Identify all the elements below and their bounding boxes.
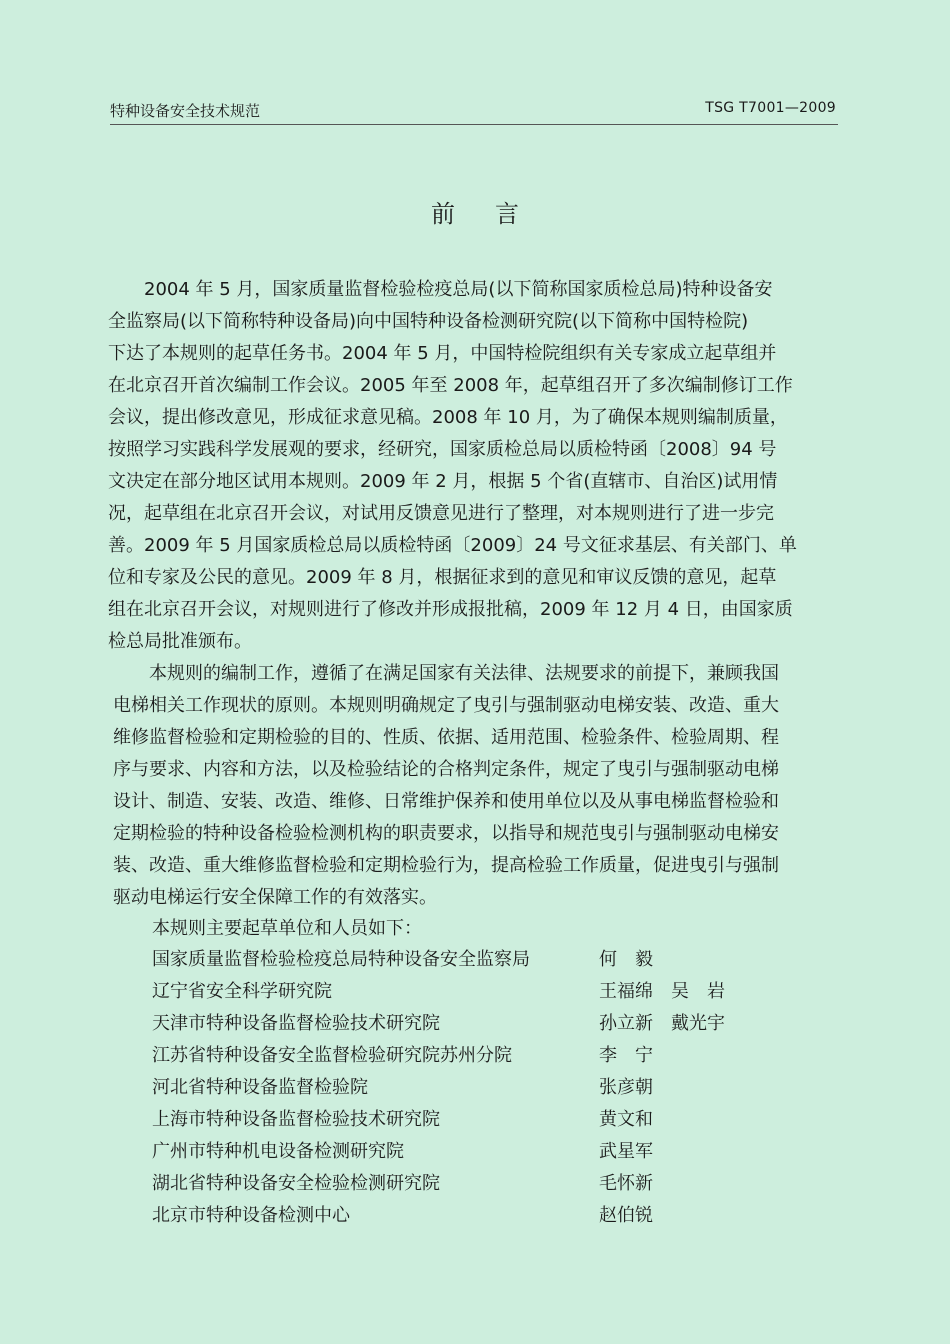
list-item — [152, 1136, 802, 1168]
unit-name: 江苏省特种设备安全监督检验研究院苏州分院 — [152, 1045, 512, 1066]
text-line: 会议，提出修改意见，形成征求意见稿。2008 年 10 月，为了确保本规则编制质量， — [108, 407, 788, 428]
unit-people: 武星军 — [599, 1141, 653, 1162]
text-line: 按照学习实践科学发展观的要求，经研究，国家质检总局以质检特函〔2008〕94 号 — [108, 439, 777, 460]
page-header — [110, 98, 838, 125]
text-line: 2004 年 5 月，国家质量监督检验检疫总局(以下简称国家质检总局)特种设备安 — [108, 279, 773, 300]
text-line: 位和专家及公民的意见。2009 年 8 月，根据征求到的意见和审议反馈的意见，起草 — [108, 567, 777, 588]
text-line: 文决定在部分地区试用本规则。2009 年 2 月，根据 5 个省(直辖市、自治区)试用情 — [108, 471, 778, 492]
text-line: 况，起草组在北京召开会议，对试用反馈意见进行了整理，对本规则进行了进一步完 — [108, 503, 774, 524]
text-line: 装、改造、重大维修监督检验和定期检验行为，提高检验工作质量，促进曳引与强制 — [113, 855, 779, 876]
unit-people: 毛怀新 — [599, 1173, 653, 1194]
unit-people: 王福绵 吴 岩 — [599, 981, 725, 1002]
unit-name: 广州市特种机电设备检测研究院 — [152, 1141, 404, 1162]
unit-name: 天津市特种设备监督检验技术研究院 — [152, 1013, 440, 1034]
drafting-units-intro: 本规则主要起草单位和人员如下： — [152, 918, 422, 939]
list-item — [152, 1200, 802, 1232]
text-line: 组在北京召开会议，对规则进行了修改并形成报批稿，2009 年 12 月 4 日，由国家质 — [108, 599, 793, 620]
text-line: 善。2009 年 5 月国家质检总局以质检特函〔2009〕24 号文征求基层、有关部门、单 — [108, 535, 797, 556]
unit-name: 北京市特种设备检测中心 — [152, 1205, 350, 1226]
unit-people: 赵伯锐 — [599, 1205, 653, 1226]
list-item — [152, 1008, 802, 1040]
text-line: 下达了本规则的起草任务书。2004 年 5 月，中国特检院组织有关专家成立起草组并 — [108, 343, 777, 364]
header-doc-type: 特种设备安全技术规范 — [110, 102, 261, 120]
list-item — [152, 1040, 802, 1072]
unit-people: 何 毅 — [599, 949, 653, 970]
unit-people: 黄文和 — [599, 1109, 653, 1130]
unit-name: 国家质量监督检验检疫总局特种设备安全监察局 — [152, 949, 530, 970]
text-line: 在北京召开首次编制工作会议。2005 年至 2008 年，起草组召开了多次编制修订工作 — [108, 375, 793, 396]
preface-paragraph-1 — [108, 274, 850, 658]
text-line: 定期检验的特种设备检验检测机构的职责要求，以指导和规范曳引与强制驱动电梯安 — [113, 823, 779, 844]
text-line: 检总局批准颁布。 — [108, 631, 252, 652]
list-item — [152, 976, 802, 1008]
unit-people: 孙立新 戴光宇 — [599, 1013, 725, 1034]
drafting-units-list — [152, 944, 802, 1232]
text-line: 电梯相关工作现状的原则。本规则明确规定了曳引与强制驱动电梯安装、改造、重大 — [113, 695, 779, 716]
page-title: 前言 — [431, 200, 559, 228]
text-line: 本规则的编制工作，遵循了在满足国家有关法律、法规要求的前提下，兼顾我国 — [113, 663, 779, 684]
unit-name: 辽宁省安全科学研究院 — [152, 981, 332, 1002]
text-line: 维修监督检验和定期检验的目的、性质、依据、适用范围、检验条件、检验周期、程 — [113, 727, 779, 748]
header-doc-code: TSG T7001—2009 — [705, 100, 836, 116]
text-line: 全监察局(以下简称特种设备局)向中国特种设备检测研究院(以下简称中国特检院) — [108, 311, 749, 332]
list-item — [152, 944, 802, 976]
list-item — [152, 1072, 802, 1104]
list-item — [152, 1168, 802, 1200]
text-line: 设计、制造、安装、改造、维修、日常维护保养和使用单位以及从事电梯监督检验和 — [113, 791, 779, 812]
unit-name: 河北省特种设备监督检验院 — [152, 1077, 368, 1098]
preface-paragraph-2 — [113, 658, 855, 914]
unit-people: 李 宁 — [599, 1045, 653, 1066]
unit-people: 张彦朝 — [599, 1077, 653, 1098]
list-item — [152, 1104, 802, 1136]
text-line: 驱动电梯运行安全保障工作的有效落实。 — [113, 887, 437, 908]
unit-name: 上海市特种设备监督检验技术研究院 — [152, 1109, 440, 1130]
unit-name: 湖北省特种设备安全检验检测研究院 — [152, 1173, 440, 1194]
text-line: 序与要求、内容和方法，以及检验结论的合格判定条件，规定了曳引与强制驱动电梯 — [113, 759, 779, 780]
